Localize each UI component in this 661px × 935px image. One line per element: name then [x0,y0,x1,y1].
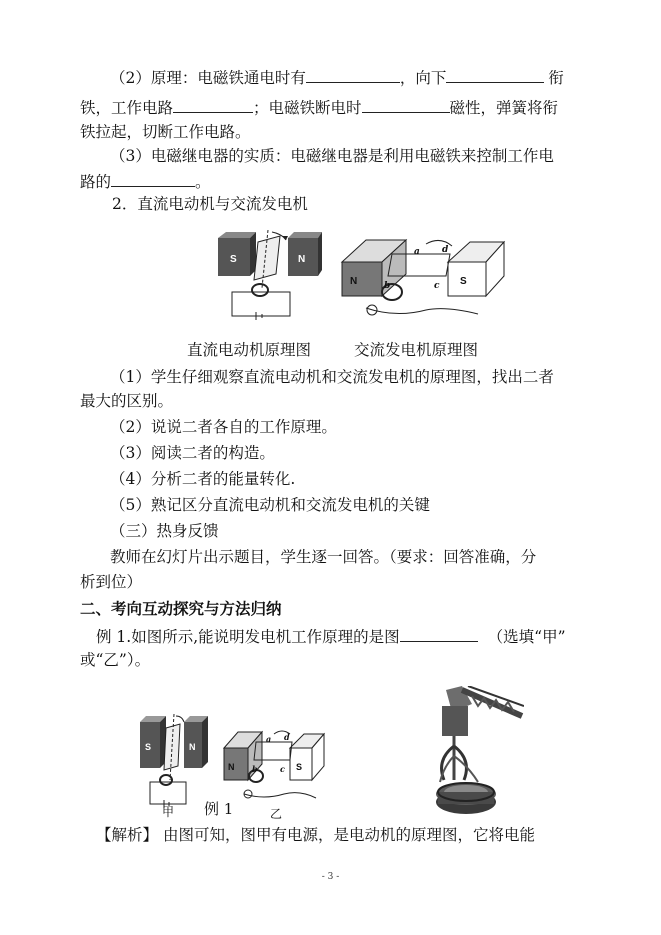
example-1-figure-label: 例 1 [204,800,234,818]
example-motor-diagram-jia [136,714,212,814]
question-2: （2）说说二者各自的工作原理。 [110,418,337,436]
example-gen-d-label: d [284,732,290,742]
blank-3[interactable] [173,96,253,113]
example-1-text-a: 例 1.如图所示,能说明发电机工作原理的是图 [96,628,400,646]
blank-4[interactable] [362,96,450,113]
principle-line-2 [80,96,558,118]
essence-text-b: 。 [195,173,211,191]
essence-text-a: 路的 [80,173,112,191]
gen-c-label: c [434,281,440,291]
motor-caption: 直流电动机原理图 [187,341,312,359]
example-gen-c-label: c [280,764,285,774]
example-1-blank[interactable] [400,625,478,642]
motor-s-label: S [230,254,237,265]
principle-text-e: ；电磁铁断电时 [253,99,362,117]
analysis-label: 【解析】 [96,826,159,844]
question-1-line-1: （1）学生仔细观察直流电动机和交流发电机的原理图，找出二者 [110,368,554,386]
example-motor-s-label: S [145,742,152,752]
question-3: （3）阅读二者的构造。 [110,444,275,462]
example-gen-b-label: b [252,764,258,774]
example-motor-n-label: N [189,742,196,752]
question-4: （4）分析二者的能量转化. [110,470,296,488]
gen-s-label: S [460,276,467,287]
example-1-line-2: 或“乙”）。 [80,651,151,669]
principle-text-c: 衔 [548,69,564,87]
section-2-title: 2．直流电动机与交流发电机 [112,195,308,213]
example-gen-n-label: N [228,762,235,772]
warmup-line-1: 教师在幻灯片出示题目，学生逐一回答。（要求：回答准确，分 [110,548,537,566]
label-yi: 乙 [270,807,283,821]
gen-d-label: d [442,245,449,255]
ac-generator-diagram [336,234,522,324]
question-5: （5）熟记区分直流电动机和交流发电机的关键 [110,496,430,514]
example-1-text-b: （选填“甲” [487,628,566,646]
label-jia: 甲 [162,805,175,819]
blank-2[interactable] [446,66,544,83]
essence-line-2 [80,170,211,192]
analysis-text: 由图可知，图甲有电源，是电动机的原理图，它将电能 [158,826,535,844]
crane-electromagnet-photo [432,686,524,822]
gen-a-label: a [414,247,420,257]
essence-line-1: （3）电磁继电器的实质：电磁继电器是利用电磁铁来控制工作电 [110,147,554,165]
generator-caption: 交流发电机原理图 [354,341,479,359]
warmup-title: （三）热身反馈 [110,522,219,540]
section-two-title: 二、考向互动探究与方法归纳 [80,600,282,618]
analysis-line [96,825,535,845]
example-gen-a-label: a [266,734,272,744]
motor-n-label: N [298,254,306,265]
blank-5[interactable] [111,170,195,187]
principle-text-d: 铁，工作电路 [80,99,174,117]
example-generator-diagram-yi [220,724,332,808]
page-number: - 3 - [321,872,340,882]
question-1-line-2: 最大的区别。 [80,392,174,410]
dc-motor-diagram [210,228,330,322]
example-gen-s-label: S [296,762,303,772]
principle-line-3: 铁拉起，切断工作电路。 [80,123,251,141]
principle-text-f: 磁性，弹簧将衔 [449,99,559,117]
gen-b-label: b [384,281,391,291]
principle-text-a: （2）原理：电磁铁通电时有 [110,69,306,87]
warmup-line-2: 析到位） [80,573,143,591]
principle-line-1 [110,66,564,88]
gen-n-label: N [350,276,358,287]
principle-text-b: ，向下 [399,69,447,87]
blank-1[interactable] [306,66,400,83]
example-1-line-1 [96,625,566,647]
